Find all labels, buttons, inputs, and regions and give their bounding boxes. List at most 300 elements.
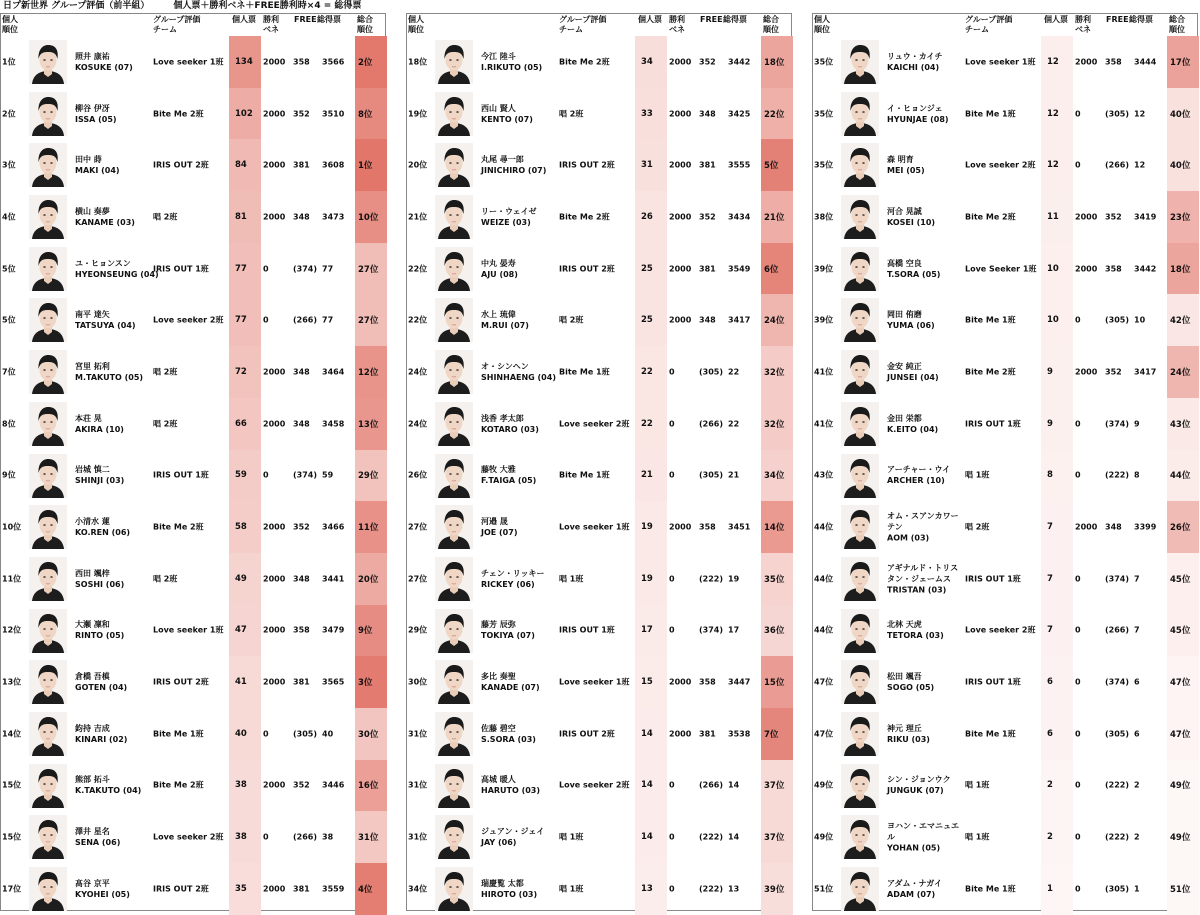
free-bonus-cell: 381 bbox=[699, 729, 716, 739]
victory-bonus-cell: 2000 bbox=[263, 884, 286, 894]
table-row bbox=[407, 656, 791, 708]
overall-rank-value: 14位 bbox=[764, 523, 785, 534]
total-votes-cell: 3473 bbox=[322, 212, 345, 222]
team-cell: IRIS OUT 1班 bbox=[965, 574, 1021, 584]
table-row bbox=[1, 243, 385, 295]
trainee-photo bbox=[29, 298, 67, 342]
trainee-roman-name: YUMA (06) bbox=[887, 321, 935, 331]
free-bonus-cell: (305) bbox=[699, 470, 724, 480]
team-cell: IRIS OUT 1班 bbox=[965, 419, 1021, 429]
total-votes-cell: 3441 bbox=[322, 574, 345, 584]
trainee-name-cell bbox=[481, 516, 517, 538]
free-bonus-cell: 352 bbox=[293, 780, 310, 790]
trainee-name: 岡田 侑磨 bbox=[887, 310, 922, 320]
rank-cell: 8位 bbox=[2, 419, 16, 429]
trainee-roman-name: JUNGUK (07) bbox=[887, 786, 944, 796]
personal-votes-value: 19 bbox=[641, 522, 653, 533]
rank-cell: 41位 bbox=[814, 419, 834, 429]
trainee-name-cell bbox=[481, 723, 536, 745]
overall-rank-value: 12位 bbox=[358, 367, 379, 378]
rank-cell: 30位 bbox=[408, 677, 428, 687]
trainee-name: 西田 颯梓 bbox=[75, 568, 110, 578]
trainee-photo bbox=[435, 815, 473, 859]
table-row bbox=[1, 501, 385, 553]
victory-bonus-cell: 2000 bbox=[263, 367, 286, 377]
rank-cell: 2位 bbox=[2, 109, 16, 119]
free-bonus-cell: 352 bbox=[699, 57, 716, 67]
overall-rank-cell bbox=[355, 656, 387, 708]
trainee-roman-name: HIROTO (03) bbox=[481, 889, 538, 899]
table-row bbox=[407, 450, 791, 502]
overall-rank-cell bbox=[355, 294, 387, 346]
overall-rank-cell bbox=[761, 398, 793, 450]
trainee-name-cell bbox=[481, 206, 536, 228]
victory-bonus-cell: 0 bbox=[1075, 780, 1081, 790]
table-row bbox=[813, 346, 1197, 398]
table-row bbox=[407, 760, 791, 812]
trainee-name: 丸尾 尋一郎 bbox=[481, 155, 524, 165]
table-row bbox=[813, 294, 1197, 346]
total-votes-cell: 8 bbox=[1134, 470, 1140, 480]
personal-votes-cell bbox=[635, 36, 667, 88]
total-votes-cell: 3451 bbox=[728, 522, 751, 532]
overall-rank-value: 44位 bbox=[1170, 471, 1191, 482]
rank-cell: 15位 bbox=[2, 780, 22, 790]
personal-votes-value: 102 bbox=[235, 108, 253, 119]
trainee-photo bbox=[841, 557, 879, 601]
team-cell: 唱 1班 bbox=[965, 780, 990, 790]
trainee-roman-name: KOSUKE (07) bbox=[75, 62, 133, 72]
personal-votes-value: 10 bbox=[1047, 263, 1059, 274]
trainee-roman-name: KYOHEI (05) bbox=[75, 889, 130, 899]
table-row bbox=[813, 553, 1197, 605]
victory-bonus-cell: 2000 bbox=[669, 315, 692, 325]
trainee-roman-name: T.SORA (05) bbox=[887, 269, 941, 279]
team-cell: IRIS OUT 2班 bbox=[559, 160, 615, 170]
trainee-name: 澤井 星名 bbox=[75, 827, 110, 837]
free-bonus-cell: 348 bbox=[293, 367, 310, 377]
victory-bonus-cell: 2000 bbox=[263, 419, 286, 429]
rank-cell: 18位 bbox=[408, 57, 428, 67]
team-cell: 唱 2班 bbox=[559, 315, 584, 325]
overall-rank-value: 17位 bbox=[1170, 57, 1191, 68]
table-row bbox=[1, 760, 385, 812]
trainee-roman-name: KANADE (07) bbox=[481, 683, 540, 693]
personal-votes-cell bbox=[229, 36, 261, 88]
free-bonus-cell: 381 bbox=[699, 264, 716, 274]
overall-rank-cell bbox=[761, 605, 793, 657]
personal-votes-cell bbox=[229, 346, 261, 398]
personal-votes-value: 134 bbox=[235, 56, 253, 67]
personal-votes-cell bbox=[229, 88, 261, 140]
personal-votes-cell bbox=[1041, 36, 1073, 88]
victory-bonus-cell: 2000 bbox=[263, 780, 286, 790]
total-votes-cell: 3399 bbox=[1134, 522, 1157, 532]
trainee-name: 宮里 拓利 bbox=[75, 361, 110, 371]
personal-votes-value: 58 bbox=[235, 522, 247, 533]
table-row bbox=[813, 760, 1197, 812]
team-cell: 唱 2班 bbox=[153, 574, 178, 584]
victory-bonus-cell: 2000 bbox=[263, 625, 286, 635]
header-rank: 個人 順位 bbox=[408, 15, 424, 34]
trainee-name-cell bbox=[75, 619, 124, 641]
total-votes-cell: 3538 bbox=[728, 729, 751, 739]
personal-votes-cell bbox=[229, 450, 261, 502]
personal-votes-cell bbox=[229, 243, 261, 295]
total-votes-cell: 38 bbox=[322, 832, 334, 842]
rank-cell: 51位 bbox=[814, 884, 834, 894]
trainee-photo bbox=[435, 609, 473, 653]
total-votes-cell: 77 bbox=[322, 315, 334, 325]
personal-votes-cell bbox=[229, 553, 261, 605]
victory-bonus-cell: 2000 bbox=[1075, 264, 1098, 274]
overall-rank-cell bbox=[761, 294, 793, 346]
table-row bbox=[1, 863, 385, 915]
overall-rank-value: 43位 bbox=[1170, 419, 1191, 430]
table-header bbox=[813, 14, 1197, 36]
trainee-photo bbox=[435, 298, 473, 342]
rank-cell: 31位 bbox=[408, 832, 428, 842]
overall-rank-value: 45位 bbox=[1170, 626, 1191, 637]
trainee-name: 金安 純正 bbox=[887, 361, 922, 371]
victory-bonus-cell: 0 bbox=[1075, 574, 1081, 584]
total-votes-cell: 3434 bbox=[728, 212, 751, 222]
victory-bonus-cell: 0 bbox=[1075, 109, 1081, 119]
header-rank: 個人 順位 bbox=[814, 15, 830, 34]
total-votes-cell: 9 bbox=[1134, 419, 1140, 429]
total-votes-cell: 6 bbox=[1134, 677, 1140, 687]
trainee-name-cell bbox=[75, 413, 124, 435]
victory-bonus-cell: 0 bbox=[669, 419, 675, 429]
table-row bbox=[813, 36, 1197, 88]
total-votes-cell: 3479 bbox=[322, 625, 345, 635]
trainee-name: 高城 暖人 bbox=[481, 775, 516, 785]
free-bonus-cell: 352 bbox=[293, 109, 310, 119]
victory-bonus-cell: 2000 bbox=[669, 522, 692, 532]
table-header bbox=[1, 14, 385, 36]
trainee-name: 河合 晃誠 bbox=[887, 206, 922, 216]
trainee-photo bbox=[435, 557, 473, 601]
trainee-name-cell bbox=[75, 723, 127, 745]
trainee-name: 水上 琉偉 bbox=[481, 310, 516, 320]
team-cell: 唱 2班 bbox=[559, 109, 584, 119]
trainee-photo bbox=[841, 505, 879, 549]
personal-votes-cell bbox=[635, 863, 667, 915]
trainee-name: ヨハン・エマニュエル bbox=[887, 821, 959, 842]
rank-cell: 22位 bbox=[408, 315, 428, 325]
trainee-name: アギナルド・トリスタン・ジェームス bbox=[887, 563, 959, 584]
personal-votes-cell bbox=[1041, 450, 1073, 502]
overall-rank-value: 5位 bbox=[764, 161, 779, 172]
trainee-roman-name: RINTO (05) bbox=[75, 631, 125, 641]
overall-rank-value: 32位 bbox=[764, 367, 785, 378]
overall-rank-value: 1位 bbox=[358, 161, 373, 172]
personal-votes-cell bbox=[635, 811, 667, 863]
header-votes: 個人票 bbox=[232, 15, 256, 24]
table-body bbox=[407, 36, 791, 915]
free-bonus-cell: 381 bbox=[293, 884, 310, 894]
rank-cell: 26位 bbox=[408, 470, 428, 480]
trainee-name: 浅香 孝太郎 bbox=[481, 413, 524, 423]
trainee-name-cell bbox=[481, 258, 518, 280]
overall-rank-cell bbox=[1167, 88, 1199, 140]
header-sum: 総得票 bbox=[1129, 15, 1153, 24]
trainee-name-cell bbox=[481, 826, 544, 848]
table-row bbox=[813, 398, 1197, 450]
personal-votes-cell bbox=[635, 346, 667, 398]
overall-rank-cell bbox=[1167, 294, 1199, 346]
header-total: 総合 順位 bbox=[357, 15, 373, 34]
trainee-name: アダム・ナガイ bbox=[887, 878, 943, 888]
trainee-roman-name: MAKI (04) bbox=[75, 166, 120, 176]
overall-rank-cell bbox=[1167, 243, 1199, 295]
personal-votes-cell bbox=[635, 243, 667, 295]
total-votes-cell: 2 bbox=[1134, 832, 1140, 842]
team-cell: Love seeker 1班 bbox=[153, 57, 224, 67]
total-votes-cell: 3444 bbox=[1134, 57, 1157, 67]
overall-rank-value: 16位 bbox=[358, 781, 379, 792]
personal-votes-cell bbox=[229, 811, 261, 863]
trainee-roman-name: TOKIYA (07) bbox=[481, 631, 535, 641]
team-cell: Love Seeker 1班 bbox=[965, 264, 1037, 274]
personal-votes-cell bbox=[635, 760, 667, 812]
trainee-roman-name: KAICHI (04) bbox=[887, 62, 940, 72]
rank-cell: 47位 bbox=[814, 677, 834, 687]
trainee-roman-name: JUNSEI (04) bbox=[887, 372, 939, 382]
trainee-photo bbox=[435, 712, 473, 756]
team-cell: 唱 1班 bbox=[559, 832, 584, 842]
overall-rank-cell bbox=[1167, 553, 1199, 605]
personal-votes-value: 10 bbox=[1047, 315, 1059, 326]
title-formula: 個人票＋勝利ベネ＋FREE勝利時×4 = 総得票 bbox=[173, 1, 362, 11]
personal-votes-cell bbox=[1041, 294, 1073, 346]
trainee-roman-name: JAY (06) bbox=[481, 838, 517, 848]
team-cell: Bite Me 2班 bbox=[153, 522, 204, 532]
overall-rank-value: 24位 bbox=[1170, 367, 1191, 378]
trainee-name-cell bbox=[481, 361, 556, 383]
rank-cell: 5位 bbox=[2, 315, 16, 325]
overall-rank-value: 18位 bbox=[1170, 264, 1191, 275]
trainee-roman-name: ARCHER (10) bbox=[887, 476, 945, 486]
trainee-name-cell bbox=[481, 51, 542, 73]
personal-votes-cell bbox=[229, 863, 261, 915]
personal-votes-value: 7 bbox=[1047, 625, 1053, 636]
overall-rank-value: 2位 bbox=[358, 57, 373, 68]
rank-cell: 15位 bbox=[2, 832, 22, 842]
trainee-photo bbox=[841, 92, 879, 136]
free-bonus-cell: (266) bbox=[293, 832, 318, 842]
victory-bonus-cell: 0 bbox=[1075, 884, 1081, 894]
personal-votes-cell bbox=[1041, 501, 1073, 553]
team-cell: IRIS OUT 1班 bbox=[153, 264, 209, 274]
trainee-roman-name: KANAME (03) bbox=[75, 217, 135, 227]
rank-cell: 12位 bbox=[2, 625, 22, 635]
trainee-photo bbox=[29, 143, 67, 187]
overall-rank-cell bbox=[1167, 605, 1199, 657]
trainee-name: 田中 蒔 bbox=[75, 155, 102, 165]
table-row bbox=[813, 605, 1197, 657]
trainee-name-cell bbox=[481, 464, 536, 486]
overall-rank-cell bbox=[761, 88, 793, 140]
free-bonus-cell: 348 bbox=[293, 212, 310, 222]
trainee-name: 森 明育 bbox=[887, 155, 914, 165]
personal-votes-value: 8 bbox=[1047, 470, 1053, 481]
team-cell: Bite Me 1班 bbox=[559, 470, 610, 480]
personal-votes-value: 38 bbox=[235, 832, 247, 843]
personal-votes-value: 84 bbox=[235, 160, 247, 171]
trainee-name: 多比 奏聖 bbox=[481, 672, 516, 682]
trainee-roman-name: M.TAKUTO (05) bbox=[75, 372, 144, 382]
total-votes-cell: 3442 bbox=[728, 57, 751, 67]
overall-rank-value: 8位 bbox=[358, 109, 373, 120]
trainee-photo bbox=[29, 247, 67, 291]
trainee-photo bbox=[841, 402, 879, 446]
overall-rank-cell bbox=[355, 605, 387, 657]
trainee-name-cell bbox=[75, 774, 141, 796]
trainee-roman-name: AJU (08) bbox=[481, 269, 518, 279]
overall-rank-cell bbox=[761, 501, 793, 553]
personal-votes-cell bbox=[1041, 605, 1073, 657]
rank-cell: 4位 bbox=[2, 212, 16, 222]
trainee-photo bbox=[841, 195, 879, 239]
trainee-name: 金田 栄都 bbox=[887, 413, 922, 423]
victory-bonus-cell: 0 bbox=[669, 625, 675, 635]
table-row bbox=[1, 294, 385, 346]
trainee-name: 照井 康祐 bbox=[75, 51, 110, 61]
trainee-roman-name: JINICHIRO (07) bbox=[481, 166, 547, 176]
overall-rank-cell bbox=[355, 36, 387, 88]
trainee-photo bbox=[29, 815, 67, 859]
trainee-name: オム・スアンカワーテン bbox=[887, 511, 959, 532]
trainee-photo bbox=[29, 92, 67, 136]
title-main: 日プ新世界 グループ評価（前半組） bbox=[3, 1, 150, 11]
trainee-name-cell bbox=[481, 671, 540, 693]
overall-rank-value: 27位 bbox=[358, 264, 379, 275]
personal-votes-cell bbox=[1041, 191, 1073, 243]
trainee-roman-name: TETORA (03) bbox=[887, 631, 944, 641]
overall-rank-value: 39位 bbox=[764, 884, 785, 895]
free-bonus-cell: 352 bbox=[293, 522, 310, 532]
table-body bbox=[813, 36, 1197, 915]
trainee-photo bbox=[841, 712, 879, 756]
rank-cell: 31位 bbox=[408, 780, 428, 790]
overall-rank-cell bbox=[355, 501, 387, 553]
table-row bbox=[1, 450, 385, 502]
rank-cell: 14位 bbox=[2, 729, 22, 739]
victory-bonus-cell: 2000 bbox=[669, 109, 692, 119]
personal-votes-cell bbox=[635, 605, 667, 657]
free-bonus-cell: 358 bbox=[293, 57, 310, 67]
rank-cell: 3位 bbox=[2, 160, 16, 170]
trainee-photo bbox=[435, 867, 473, 911]
free-bonus-cell: 348 bbox=[1105, 522, 1122, 532]
rank-cell: 20位 bbox=[408, 160, 428, 170]
personal-votes-value: 59 bbox=[235, 470, 247, 481]
trainee-name-cell bbox=[481, 774, 540, 796]
trainee-photo bbox=[29, 557, 67, 601]
table-row bbox=[407, 139, 791, 191]
overall-rank-cell bbox=[761, 346, 793, 398]
victory-bonus-cell: 2000 bbox=[263, 212, 286, 222]
trainee-name: 大瀬 凜和 bbox=[75, 620, 110, 630]
table-row bbox=[1, 139, 385, 191]
personal-votes-cell bbox=[1041, 656, 1073, 708]
trainee-photo bbox=[29, 609, 67, 653]
trainee-name-cell bbox=[75, 878, 130, 900]
trainee-photo bbox=[435, 505, 473, 549]
team-cell: Love seeker 1班 bbox=[965, 57, 1036, 67]
trainee-name: 北林 天虎 bbox=[887, 620, 922, 630]
personal-votes-value: 22 bbox=[641, 418, 653, 429]
overall-rank-cell bbox=[355, 243, 387, 295]
trainee-name: 柳谷 伊冴 bbox=[75, 103, 110, 113]
team-cell: IRIS OUT 2班 bbox=[153, 677, 209, 687]
personal-votes-value: 12 bbox=[1047, 108, 1059, 119]
ranking-table-panel bbox=[812, 13, 1198, 911]
trainee-name: 岩城 慎二 bbox=[75, 465, 110, 475]
rank-cell: 31位 bbox=[408, 729, 428, 739]
team-cell: 唱 2班 bbox=[965, 522, 990, 532]
personal-votes-value: 2 bbox=[1047, 832, 1053, 843]
total-votes-cell: 6 bbox=[1134, 729, 1140, 739]
total-votes-cell: 10 bbox=[1134, 315, 1146, 325]
overall-rank-cell bbox=[355, 398, 387, 450]
personal-votes-cell bbox=[229, 501, 261, 553]
overall-rank-cell bbox=[355, 346, 387, 398]
trainee-photo bbox=[29, 402, 67, 446]
overall-rank-cell bbox=[1167, 501, 1199, 553]
total-votes-cell: 3417 bbox=[728, 315, 751, 325]
team-cell: IRIS OUT 1班 bbox=[153, 470, 209, 480]
trainee-name: 松田 颯吾 bbox=[887, 672, 922, 682]
victory-bonus-cell: 2000 bbox=[669, 677, 692, 687]
table-row bbox=[813, 501, 1197, 553]
overall-rank-value: 11位 bbox=[358, 523, 379, 534]
trainee-photo bbox=[29, 350, 67, 394]
table-row bbox=[1, 88, 385, 140]
rank-cell: 10位 bbox=[2, 522, 22, 532]
total-votes-cell: 3417 bbox=[1134, 367, 1157, 377]
table-row bbox=[407, 88, 791, 140]
overall-rank-cell bbox=[1167, 708, 1199, 760]
trainee-name: 小清水 蓮 bbox=[75, 517, 110, 527]
trainee-photo bbox=[29, 40, 67, 84]
trainee-roman-name: K.TAKUTO (04) bbox=[75, 786, 142, 796]
team-cell: Bite Me 1班 bbox=[153, 729, 204, 739]
trainee-photo bbox=[29, 505, 67, 549]
overall-rank-value: 31位 bbox=[358, 833, 379, 844]
table-header bbox=[407, 14, 791, 36]
personal-votes-value: 15 bbox=[641, 677, 653, 688]
personal-votes-cell bbox=[1041, 139, 1073, 191]
team-cell: IRIS OUT 1班 bbox=[559, 625, 615, 635]
table-body bbox=[1, 36, 385, 915]
personal-votes-cell bbox=[1041, 398, 1073, 450]
trainee-name: リュウ・カイチ bbox=[887, 51, 943, 61]
trainee-photo bbox=[841, 298, 879, 342]
overall-rank-cell bbox=[355, 811, 387, 863]
free-bonus-cell: (266) bbox=[699, 419, 724, 429]
trainee-roman-name: RICKEY (06) bbox=[481, 579, 535, 589]
trainee-roman-name: S.SORA (03) bbox=[481, 734, 536, 744]
personal-votes-cell bbox=[635, 398, 667, 450]
trainee-name-cell bbox=[481, 568, 544, 590]
team-cell: Bite Me 1班 bbox=[559, 367, 610, 377]
header-bene: 勝利 ベネ bbox=[669, 15, 685, 34]
header-team: グループ評価 チーム bbox=[559, 15, 607, 34]
trainee-roman-name: RIKU (03) bbox=[887, 734, 930, 744]
rank-cell: 1位 bbox=[2, 57, 16, 67]
